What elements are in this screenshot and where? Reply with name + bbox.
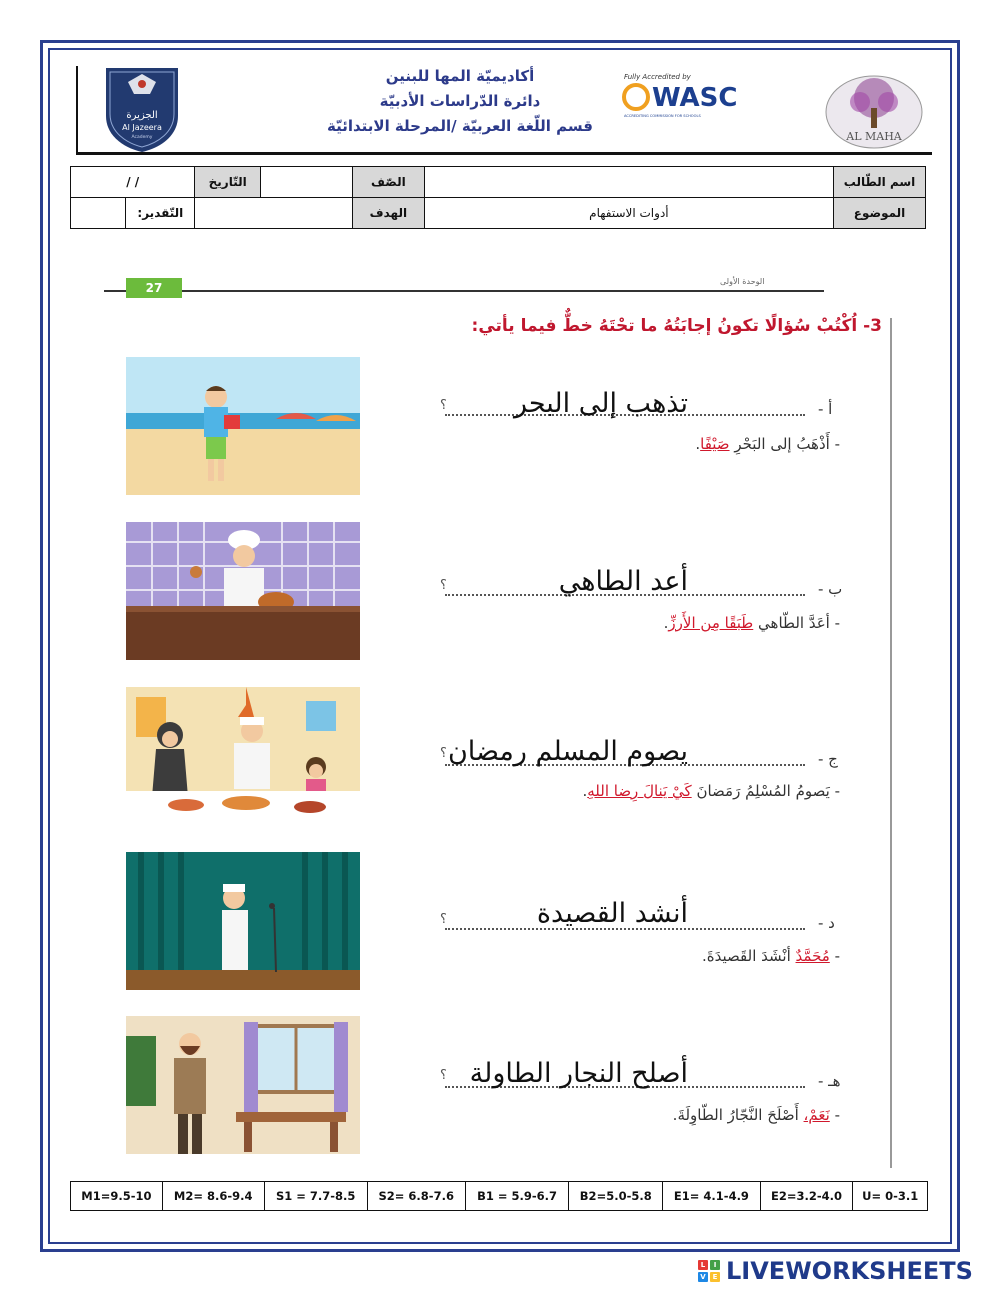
- wasc-top-text: Fully Accredited by: [624, 73, 691, 81]
- grade-e2: E2=3.2-4.0: [760, 1182, 853, 1211]
- question-5-highlight: نَعَمْ،: [803, 1106, 830, 1124]
- goal-field[interactable]: [195, 198, 353, 229]
- grade-b1: B1 = 5.9-6.7: [465, 1182, 569, 1211]
- student-name-field[interactable]: [424, 167, 833, 198]
- grade-e1: E1= 4.1-4.9: [663, 1182, 761, 1211]
- block-l: L: [698, 1260, 708, 1270]
- question-3-sentence-before: - يَصومُ المُسْلِمُ رَمَضانَ: [696, 782, 840, 800]
- chef-picture: [126, 522, 360, 660]
- wasc-logo: [618, 70, 758, 120]
- question-5-sentence-after: أَصْلَحَ النَّجّارُ الطّاوِلَةَ.: [672, 1106, 799, 1124]
- page-strip-line: [104, 290, 824, 292]
- school-title-block: [300, 64, 620, 139]
- question-3-answer[interactable]: يصوم المسلم رمضان: [447, 736, 688, 767]
- question-2-letter: ب -: [818, 580, 843, 598]
- class-label: الصّف: [353, 167, 425, 198]
- exercise-instruction: 3- اُكْتُبْ سُؤالًا تكونُ إجابَتُهُ ما تحْتَهُ خطٌّ فيما يأتي:: [471, 316, 882, 336]
- header-rule: [76, 152, 932, 155]
- logo-text-en: Al Jazeera: [122, 123, 162, 132]
- question-4-mark: ؟: [440, 912, 447, 927]
- carpenter-picture: [126, 1016, 360, 1154]
- student-info-table: [70, 166, 926, 229]
- grading-scale-table: [70, 1181, 928, 1211]
- question-1-answer[interactable]: تذهب إلى البحر: [513, 388, 688, 419]
- logo-text-ar: الجزيرة: [126, 110, 158, 121]
- block-i: I: [710, 1260, 720, 1270]
- question-3-mark: ؟: [440, 746, 447, 761]
- wasc-sub-text: ACCREDITING COMMISSION FOR SCHOOLS: [624, 114, 701, 118]
- question-5-sentence: [673, 1106, 840, 1124]
- question-3-highlight: كَيْ يَنالَ رِضا اللهِ: [587, 782, 692, 800]
- class-field[interactable]: [261, 167, 353, 198]
- topic-value: أدوات الاستفهام: [424, 198, 833, 229]
- question-1-sentence-after: .: [695, 435, 701, 453]
- question-3-sentence-after: .: [582, 782, 588, 800]
- school-name: أكاديميّة المها للبنين: [385, 67, 535, 85]
- wasc-name-text: WASC: [652, 83, 738, 113]
- question-2-sentence-after: .: [663, 614, 669, 632]
- margin-rule: [890, 318, 892, 1168]
- department-name: دائرة الدّراسات الأدبيّة: [379, 92, 541, 110]
- header-divider: [76, 66, 78, 154]
- block-e: E: [710, 1272, 720, 1282]
- question-3-letter: ج -: [818, 750, 838, 768]
- question-5-sentence-before: -: [834, 1106, 840, 1124]
- question-5-letter: هـ -: [818, 1072, 841, 1090]
- question-2-mark: ؟: [440, 578, 447, 593]
- page-number: 27: [126, 278, 182, 298]
- page-tag: الوحدة الأولى: [720, 277, 765, 286]
- date-field[interactable]: / /: [71, 167, 195, 198]
- grade-s2: S2= 6.8-7.6: [367, 1182, 465, 1211]
- grade-m2: M2= 8.6-9.4: [162, 1182, 264, 1211]
- topic-label: الموضوع: [834, 198, 926, 229]
- al-maha-logo: [822, 72, 926, 150]
- question-4-sentence: [702, 947, 840, 965]
- grade-s1: S1 = 7.7-8.5: [264, 1182, 367, 1211]
- question-1-letter: أ -: [818, 400, 833, 418]
- grade-u: U= 0-3.1: [853, 1182, 928, 1211]
- grade-field[interactable]: [71, 198, 126, 228]
- grade-m1: M1=9.5-10: [71, 1182, 163, 1211]
- stage-picture: [126, 852, 360, 990]
- question-5-mark: ؟: [440, 1068, 447, 1083]
- block-v: V: [698, 1272, 708, 1282]
- beach-picture: [126, 357, 360, 495]
- question-1-sentence: [695, 435, 840, 453]
- question-4-sentence-after: أنْشَدَ القَصيدَةَ.: [702, 947, 791, 965]
- maha-name-text: AL MAHA: [846, 130, 902, 143]
- liveworksheets-blocks-icon: [698, 1260, 720, 1282]
- grade-b2: B2=5.0-5.8: [569, 1182, 663, 1211]
- question-5-answer[interactable]: أصلح النجار الطاولة: [469, 1058, 688, 1089]
- question-2-answer[interactable]: أعد الطاهي: [558, 566, 688, 597]
- question-4-sentence-before: -: [834, 947, 840, 965]
- question-1-highlight: صَيْفًا: [700, 435, 730, 453]
- question-4-answer[interactable]: أنشد القصيدة: [536, 898, 688, 929]
- grade-cell: [71, 198, 195, 229]
- al-jazeera-logo: [100, 64, 184, 154]
- question-4-letter: د -: [818, 914, 835, 932]
- question-4-highlight: مُحَمَّدٌ: [795, 947, 830, 965]
- liveworksheets-brand: LIVEWORKSHEETS: [726, 1257, 973, 1285]
- question-2-highlight: طَبَقًا مِن الأَرزِّ: [668, 614, 754, 632]
- section-name: قسم اللّغة العربيّة /المرحلة الابتدائيّة: [326, 117, 593, 135]
- question-3-sentence: [582, 782, 840, 800]
- student-name-label: اسم الطّالب: [834, 167, 926, 198]
- question-2-sentence: [664, 614, 840, 632]
- question-2-sentence-before: - أعَدَّ الطّاهي: [758, 614, 840, 632]
- goal-label: الهدف: [353, 198, 425, 229]
- grade-label: التّقدير:: [137, 206, 184, 220]
- logo-sub-en: Academy: [131, 135, 153, 140]
- question-1-sentence-before: - أَذْهَبُ إلى البَحْرِ: [734, 435, 840, 453]
- family-picture: [126, 687, 360, 825]
- liveworksheets-logo[interactable]: [698, 1256, 973, 1286]
- question-1-mark: ؟: [440, 398, 447, 413]
- date-label: التّاريخ: [195, 167, 261, 198]
